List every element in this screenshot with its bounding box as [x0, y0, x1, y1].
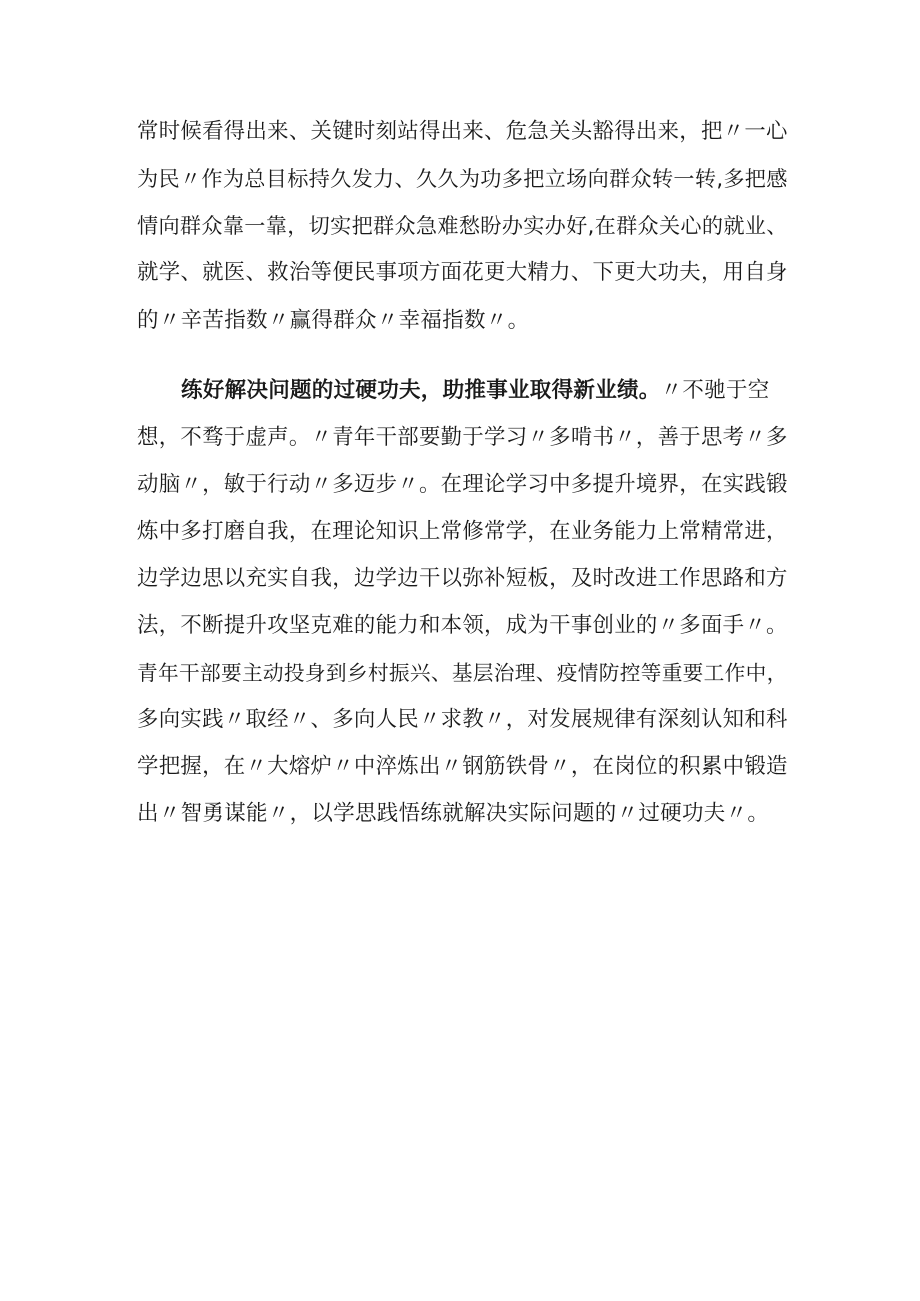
paragraph2-line: 边学边思以充实自我，边学边干以弥补短板，及时改进工作思路和方	[137, 566, 788, 591]
paragraph2-line: 炼中多打磨自我，在理论知识上常修常学，在业务能力上常精常进，	[137, 519, 788, 544]
paragraph1-line: 常时候看得出来、关键时刻站得出来、危急关头豁得出来，把〃一心	[137, 119, 788, 144]
paragraph1-line: 的〃辛苦指数〃赢得群众〃幸福指数〃。	[137, 308, 530, 333]
paragraph1-line: 为民〃作为总目标持久发力、久久为功多把立场向群众转一转,多把感	[137, 166, 788, 191]
paragraph1-line: 就学、就医、救治等便民事项方面花更大精力、下更大功夫，用自身	[137, 260, 788, 285]
paragraph2-first-line	[181, 376, 770, 406]
paragraph2-line: 出〃智勇谋能〃，以学思践悟练就解决实际问题的〃过硬功夫〃。	[137, 801, 770, 826]
paragraph2-line: 学把握，在〃大熔炉〃中淬炼出〃钢筋铁骨〃，在岗位的积累中锻造	[137, 754, 788, 779]
paragraph2-line: 青年干部要主动投身到乡村振兴、基层治理、疫情防控等重要工作中，	[137, 661, 788, 685]
paragraph1-line: 情向群众靠一靠，切实把群众急难愁盼办实办好,在群众关心的就业、	[137, 213, 788, 238]
paragraph2-line: 法，不断提升攻坚克难的能力和本领，成为干事创业的〃多面手〃。	[137, 613, 788, 638]
paragraph2-line: 动脑〃，敏于行动〃多迈步〃。在理论学习中多提升境界，在实践锻	[137, 472, 788, 497]
paragraph2-first-line-rest: 〃不驰于空	[660, 378, 770, 403]
paragraph2-line: 多向实践〃取经〃、多向人民〃求教〃，对发展规律有深刻认知和科	[137, 707, 788, 732]
paragraph2-line: 想，不骛于虚声。〃青年干部要勤于学习〃多啃书〃，善于思考〃多	[137, 425, 788, 450]
paragraph2-heading: 练好解决问题的过硬功夫，助推事业取得新业绩。	[181, 378, 661, 403]
